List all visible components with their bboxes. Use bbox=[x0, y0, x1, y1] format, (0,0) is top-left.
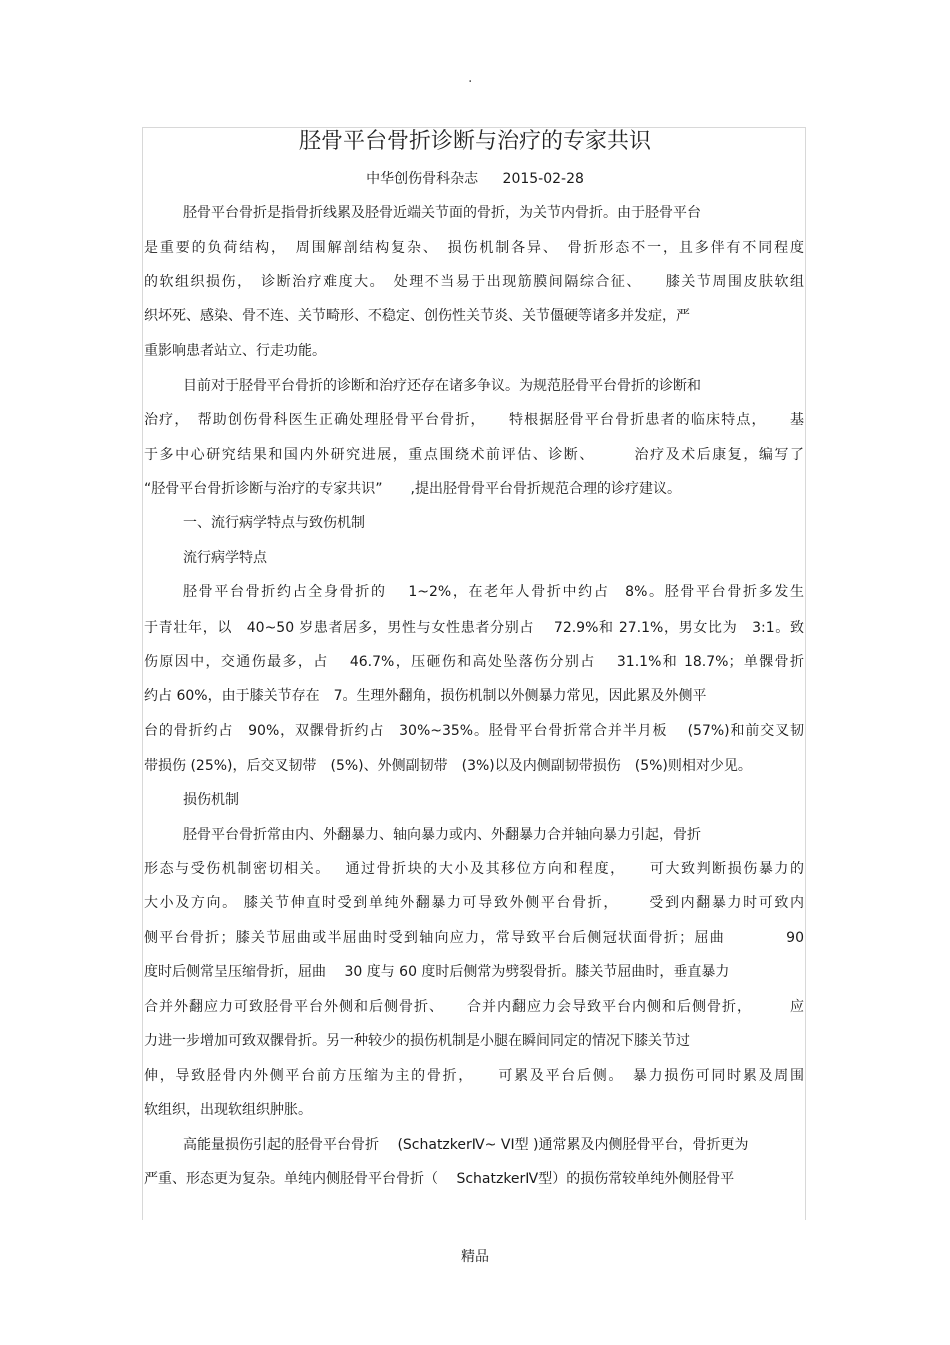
body-line: 治疗， 帮助创伤骨科医生正确处理胫骨平台骨折， 特根据胫骨平台骨折患者的临床特点， 基 bbox=[144, 412, 804, 428]
body-line: 是重要的负荷结构， 周围解剖结构复杂、 损伤机制各异、 骨折形态不一，且多伴有不同程度 bbox=[144, 240, 804, 256]
body-line: 侧平台骨折；膝关节屈曲或半屈曲时受到轴向应力，常导致平台后侧冠状面骨折；屈曲 90 bbox=[144, 930, 804, 946]
body-line: 台的骨折约占 90%，双髁骨折约占 30%~35%。胫骨平台骨折常合并半月板 (57%)和前交叉韧 bbox=[144, 723, 804, 739]
subsection-heading: 流行病学特点 bbox=[183, 550, 267, 566]
body-line: 带损伤 (25%)，后交叉韧带 (5%)、外侧副韧带 (3%)以及内侧副韧带损伤 (5%)则相对少见。 bbox=[144, 758, 752, 774]
body-line: 重影响患者站立、行走功能。 bbox=[144, 343, 326, 359]
body-line: 的软组织损伤， 诊断治疗难度大。 处理不当易于出现筋膜间隔综合征、 膝关节周围皮肤软组 bbox=[144, 274, 804, 290]
body-line: 大小及方向。 膝关节伸直时受到单纯外翻暴力可导致外侧平台骨折， 受到内翻暴力时可致内 bbox=[144, 895, 804, 911]
body-line: 软组织，出现软组织肿胀。 bbox=[144, 1102, 312, 1118]
body-line: 于多中心研究结果和国内外研究进展，重点围绕术前评估、诊断、 治疗及术后康复，编写了 bbox=[144, 447, 804, 463]
body-line: 约占 60%，由于膝关节存在 7。生理外翻角，损伤机制以外侧暴力常见，因此累及外侧平 bbox=[144, 688, 707, 704]
footer-label: 精品 bbox=[461, 1249, 489, 1265]
article-source bbox=[0, 167, 950, 191]
body-line: 度时后侧常呈压缩骨折，屈曲 30 度与 60 度时后侧常为劈裂骨折。膝关节屈曲时，垂直暴力 bbox=[144, 964, 730, 980]
body-line: 织坏死、感染、骨不连、关节畸形、不稳定、创伤性关节炎、关节僵硬等诸多并发症，严 bbox=[144, 308, 690, 324]
body-line: 伸，导致胫骨内外侧平台前方压缩为主的骨折， 可累及平台后侧。 暴力损伤可同时累及周围 bbox=[144, 1068, 804, 1084]
journal-name: 中华创伤骨科杂志 bbox=[366, 171, 479, 187]
body-line: 目前对于胫骨平台骨折的诊断和治疗还存在诸多争议。为规范胫骨平台骨折的诊断和 bbox=[183, 378, 701, 394]
body-line: 力进一步增加可致双髁骨折。另一种较少的损伤机制是小腿在瞬间同定的情况下膝关节过 bbox=[144, 1033, 690, 1049]
body-line: 形态与受伤机制密切相关。 通过骨折块的大小及其移位方向和程度， 可大致判断损伤暴力的 bbox=[144, 861, 804, 877]
body-line: 合并外翻应力可致胫骨平台外侧和后侧骨折、 合并内翻应力会导致平台内侧和后侧骨折， 应 bbox=[144, 999, 804, 1015]
subsection-heading: 损伤机制 bbox=[183, 792, 239, 808]
body-line: 严重、形态更为复杂。单纯内侧胫骨平台骨折（ SchatzkerⅣ型）的损伤常较单纯外侧胫骨平 bbox=[144, 1171, 735, 1187]
body-line: “胫骨平台骨折诊断与治疗的专家共识” ,提出胫骨骨平台骨折规范合理的诊疗建议。 bbox=[144, 481, 681, 497]
body-line: 伤原因中，交通伤最多，占 46.7%，压砸伤和高处坠落伤分别占 31.1%和 18.7%；单髁骨折 bbox=[144, 654, 804, 670]
body-line: 于青壮年，以 40~50 岁患者居多，男性与女性患者分别占 72.9%和 27.1%，男女比为 3:1。致 bbox=[144, 620, 804, 636]
body-line: 胫骨平台骨折是指骨折线累及胫骨近端关节面的骨折，为关节内骨折。由于胫骨平台 bbox=[183, 205, 701, 221]
article-title: 胫骨平台骨折诊断与治疗的专家共识 bbox=[298, 129, 651, 154]
publish-date: 2015-02-28 bbox=[502, 171, 584, 187]
section-heading: 一、流行病学特点与致伤机制 bbox=[183, 515, 365, 531]
body-line: 胫骨平台骨折约占全身骨折的 1~2%，在老年人骨折中约占 8%。胫骨平台骨折多发生 bbox=[183, 584, 804, 600]
header-mark: . bbox=[468, 70, 473, 86]
body-line: 胫骨平台骨折常由内、外翻暴力、轴向暴力或内、外翻暴力合并轴向暴力引起，骨折 bbox=[183, 827, 701, 843]
body-line: 高能量损伤引起的胫骨平台骨折 (SchatzkerⅣ~ VI型 )通常累及内侧胫骨平台，骨折更为 bbox=[183, 1137, 749, 1153]
